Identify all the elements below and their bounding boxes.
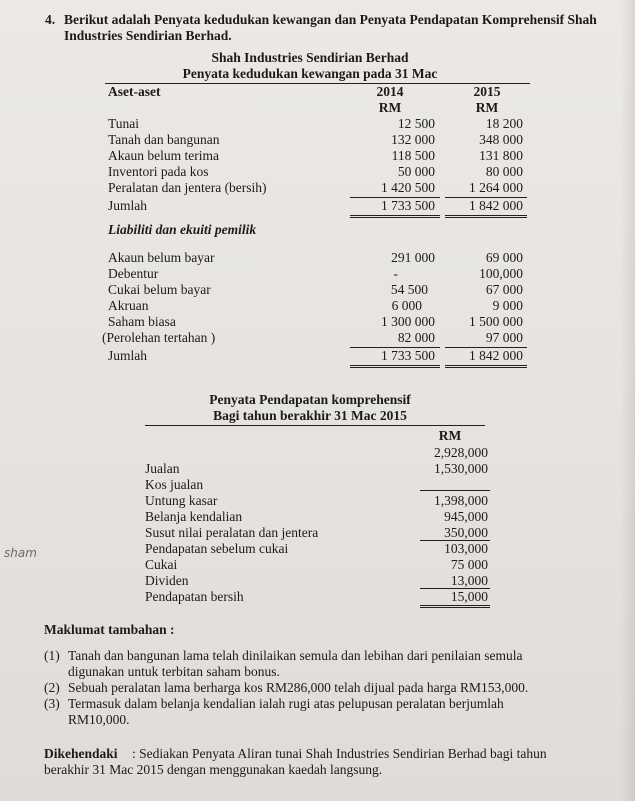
income-value: 15,000 [450, 589, 488, 604]
task-text: berakhir 31 Mac 2015 dengan menggunakan kaedah langsung. [44, 762, 383, 777]
margin-handwriting: sham [4, 546, 37, 560]
total-underline [420, 607, 490, 608]
liability-value-2015: 69 000 [485, 250, 523, 265]
liability-label: Akruan [108, 298, 149, 313]
asset-value-2014: 118 500 [391, 148, 435, 163]
total-underline [445, 367, 527, 368]
task-label: Dikehendaki [44, 746, 118, 761]
liability-value-2015: 1 500 000 [469, 314, 523, 329]
income-subtitle: Bagi tahun berakhir 31 Mac 2015 [213, 408, 407, 423]
subtotal-line [420, 490, 490, 491]
total-underline [445, 365, 527, 366]
company-name: Shah Industries Sendirian Berhad [211, 50, 409, 65]
currency-2014: RM [378, 100, 402, 115]
liabilities-total-label: Jumlah [108, 348, 147, 363]
income-label: Kos jualan [145, 477, 204, 492]
note-text: Sebuah peralatan lama berharga kos RM286,000 telah dijual pada harga RM153,000. [68, 680, 529, 695]
income-label: Dividen [145, 573, 189, 588]
asset-value-2014: 12 500 [397, 116, 435, 131]
currency-2015: RM [475, 100, 499, 115]
asset-value-2015: 1 264 000 [469, 180, 523, 195]
liability-label: Saham biasa [108, 314, 176, 329]
income-value: 945,000 [444, 509, 488, 524]
assets-heading: Aset-aset [108, 84, 161, 99]
assets-total-2014: 1 733 500 [381, 198, 435, 213]
income-label: Belanja kendalian [145, 509, 243, 524]
income-value: 1,398,000 [434, 493, 488, 508]
liability-label: Cukai belum bayar [108, 282, 211, 297]
note-text: Tanah dan bangunan lama telah dinilaikan semula dan lebihan dari penilaian semula [68, 648, 523, 663]
liability-value-2014: - [393, 266, 398, 281]
asset-value-2014: 1 420 500 [381, 180, 435, 195]
note-number: (3) [44, 696, 60, 711]
year-2015: 2015 [473, 84, 501, 99]
total-underline [350, 365, 440, 366]
total-underline [350, 217, 440, 218]
income-label: Cukai [145, 557, 178, 572]
asset-label: Peralatan dan jentera (bersih) [108, 180, 267, 195]
total-underline [350, 215, 440, 216]
income-value: 2,928,000 [434, 445, 488, 460]
income-label: Pendapatan sebelum cukai [145, 541, 289, 556]
total-underline [350, 367, 440, 368]
liability-label: (Perolehan tertahan ) [102, 330, 216, 345]
income-currency: RM [438, 428, 462, 443]
income-title: Penyata Pendapatan komprehensif [209, 392, 411, 407]
note-number: (1) [44, 648, 60, 663]
note-text: RM10,000. [68, 712, 130, 727]
liability-label: Akaun belum bayar [108, 250, 215, 265]
total-underline [445, 215, 527, 216]
liabilities-total-2015: 1 842 000 [469, 348, 523, 363]
assets-total-2015: 1 842 000 [469, 198, 523, 213]
liability-value-2015: 100,000 [479, 266, 523, 281]
income-label: Pendapatan bersih [145, 589, 244, 604]
income-value: 1,530,000 [434, 461, 488, 476]
income-value: 75 000 [450, 557, 488, 572]
note-number: (2) [44, 680, 60, 695]
retained-earnings-label: Perolehan tertahan [106, 330, 208, 345]
liability-value-2015: 97 000 [485, 330, 523, 345]
income-value: 350,000 [444, 525, 488, 540]
liability-value-2014: 82 000 [397, 330, 435, 345]
sofp-title: Penyata kedudukan kewangan pada 31 Mac [182, 66, 438, 81]
total-underline [445, 217, 527, 218]
total-underline [420, 605, 490, 606]
task-text: : Sediakan Penyata Aliran tunai Shah Industries Sendirian Berhad bagi tahun [132, 746, 547, 761]
page-edge-shadow [621, 0, 635, 801]
question-line-1: Berikut adalah Penyata kedudukan kewangan dan Penyata Pendapatan Komprehensif Shah [64, 12, 597, 27]
asset-value-2015: 80 000 [485, 164, 523, 179]
asset-label: Inventori pada kos [108, 164, 209, 179]
liability-value-2014: 291 000 [391, 250, 435, 265]
liabilities-heading: Liabiliti dan ekuiti pemilik [108, 222, 257, 237]
liability-value-2014: 54 500 [390, 282, 428, 297]
income-title-underline [145, 425, 485, 426]
income-label: Untung kasar [145, 493, 218, 508]
liability-value-2014: 6 000 [391, 298, 422, 313]
notes-heading: Maklumat tambahan : [44, 622, 175, 637]
asset-label: Akaun belum terima [108, 148, 219, 163]
liability-value-2015: 67 000 [485, 282, 523, 297]
asset-value-2014: 50 000 [397, 164, 435, 179]
liability-value-2015: 9 000 [492, 298, 523, 313]
asset-label: Tunai [108, 116, 140, 131]
liability-label: Debentur [108, 266, 159, 281]
asset-value-2015: 131 800 [479, 148, 523, 163]
asset-label: Tanah dan bangunan [108, 132, 220, 147]
liabilities-total-2014: 1 733 500 [381, 348, 435, 363]
assets-total-label: Jumlah [108, 198, 147, 213]
note-text: digunakan untuk terbitan saham bonus. [68, 664, 280, 679]
asset-value-2014: 132 000 [391, 132, 435, 147]
question-number: 4. [45, 12, 56, 27]
asset-value-2015: 348 000 [479, 132, 523, 147]
asset-value-2015: 18 200 [485, 116, 523, 131]
income-value: 13,000 [450, 573, 488, 588]
income-value: 103,000 [444, 541, 488, 556]
liability-value-2014: 1 300 000 [381, 314, 435, 329]
income-label: Jualan [145, 461, 180, 476]
year-2014: 2014 [376, 84, 404, 99]
question-line-2: Industries Sendirian Berhad. [64, 28, 232, 43]
note-text: Termasuk dalam belanja kendalian ialah rugi atas pelupusan peralatan berjumlah [68, 696, 504, 711]
income-label: Susut nilai peralatan dan jentera [145, 525, 319, 540]
